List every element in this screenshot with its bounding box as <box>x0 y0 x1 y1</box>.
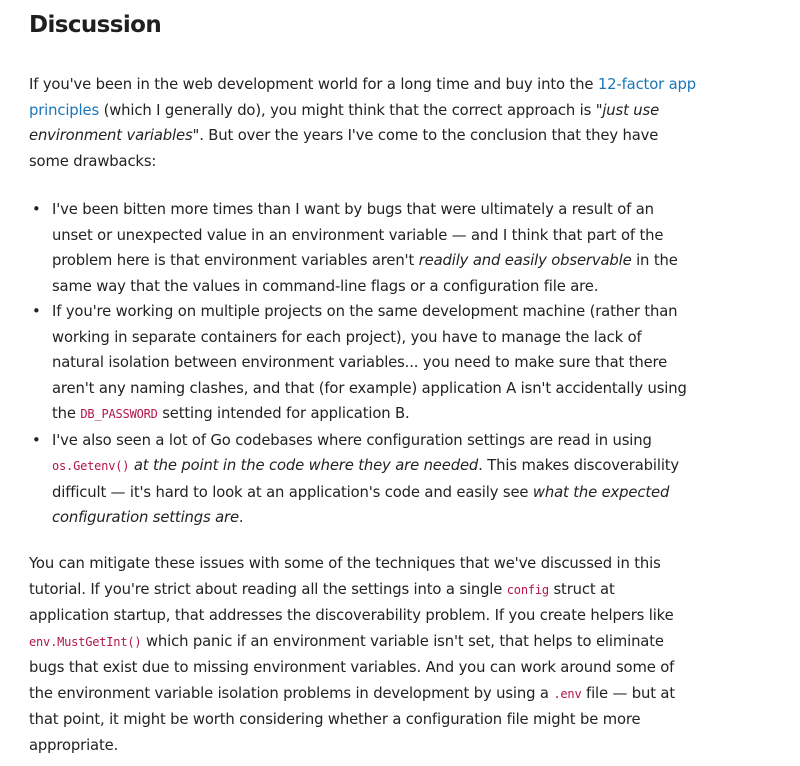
text-line <box>52 453 687 480</box>
text-line: same way that the values in command-line flags or a configuration file are. <box>52 277 599 295</box>
text-span: . But over the years I've come to the conclusion that they have <box>199 127 659 144</box>
bullet-marker: • <box>32 201 41 218</box>
twelve-factor-link[interactable]: 12-factor app <box>597 76 696 93</box>
text-line: I've also seen a lot of Go codebases where configuration settings are read in using <box>52 431 652 449</box>
text-span: which panic if an environment variable isn't set, that helps to eliminate <box>141 632 664 650</box>
text-line <box>29 629 675 656</box>
text-line <box>29 98 696 124</box>
inline-code: env.MustGetInt() <box>29 634 142 649</box>
inline-code: config <box>506 582 549 597</box>
text-line: You can mitigate these issues with some of the techniques that we've discussed in this <box>29 555 661 572</box>
inline-code: DB_PASSWORD <box>80 407 158 421</box>
text-line <box>52 401 687 428</box>
text-line: working in separate containers for each project), you have to manage the lack of <box>52 328 642 346</box>
section-heading: Discussion <box>29 12 162 38</box>
text-span: . <box>238 509 244 526</box>
text-line: natural isolation between environment variables... you need to make sure that there <box>52 354 668 371</box>
text-line: appropriate. <box>29 736 119 754</box>
twelve-factor-link-continued[interactable]: principles <box>29 101 100 119</box>
text-span: in the <box>631 252 678 269</box>
text-line <box>52 248 687 274</box>
emphasis-text: configuration settings are <box>52 509 239 526</box>
intro-paragraph <box>29 72 696 174</box>
text-span: file — but at <box>581 684 675 702</box>
text-span: (which I generally do), you might think that the correct approach is <box>99 101 596 119</box>
mitigation-paragraph <box>29 551 675 758</box>
text-line <box>52 480 687 506</box>
text-span: the <box>52 405 81 422</box>
emphasis-text: what the expected <box>532 483 670 501</box>
inline-code: .env <box>553 686 582 701</box>
bullet-marker: • <box>32 431 41 449</box>
list-item <box>29 428 687 531</box>
inline-code: os.Getenv() <box>52 459 130 473</box>
list-item <box>29 299 687 428</box>
emphasis-text: readily and easily observable <box>418 252 632 269</box>
text-line: some drawbacks: <box>29 152 157 170</box>
text-line: bugs that exist due to missing environment variables. And you can work around some of <box>29 659 675 676</box>
bullet-marker: • <box>32 303 41 320</box>
emphasis-text: at the point in the code where they are needed <box>129 457 479 474</box>
drawbacks-list <box>29 197 687 531</box>
text-span: If you've been in the web development world for a long time and buy into the <box>29 76 598 93</box>
text-span: struct at <box>548 580 615 598</box>
text-line <box>29 123 696 149</box>
emphasis-text: environment variables" <box>29 127 200 144</box>
text-line: aren't any naming clashes, and that (for example) application A isn't accidentally using <box>52 379 687 397</box>
text-span: . This makes discoverability <box>478 457 680 474</box>
text-line: that point, it might be worth considering whether a configuration file might be more <box>29 711 641 728</box>
text-line: I've been bitten more times than I want by bugs that were ultimately a result of an <box>52 201 654 218</box>
text-span: problem here is that environment variables aren't <box>52 252 419 269</box>
text-line <box>29 681 675 708</box>
text-line <box>29 577 675 604</box>
text-span: difficult — it's hard to look at an application's code and easily see <box>52 483 533 501</box>
text-line: application startup, that addresses the discoverability problem. If you create helpers like <box>29 607 674 624</box>
text-span: setting intended for application B. <box>157 405 410 422</box>
text-line <box>29 72 696 98</box>
text-span: tutorial. If you're strict about reading all the settings into a single <box>29 580 507 598</box>
text-span: the environment variable isolation problems in development by using a <box>29 684 554 702</box>
text-line <box>52 505 687 531</box>
emphasis-text: "just use <box>595 101 660 119</box>
text-line: If you're working on multiple projects on the same development machine (rather than <box>52 303 678 320</box>
text-line: unset or unexpected value in an environment variable — and I think that part of the <box>52 226 664 244</box>
list-item <box>29 197 687 299</box>
